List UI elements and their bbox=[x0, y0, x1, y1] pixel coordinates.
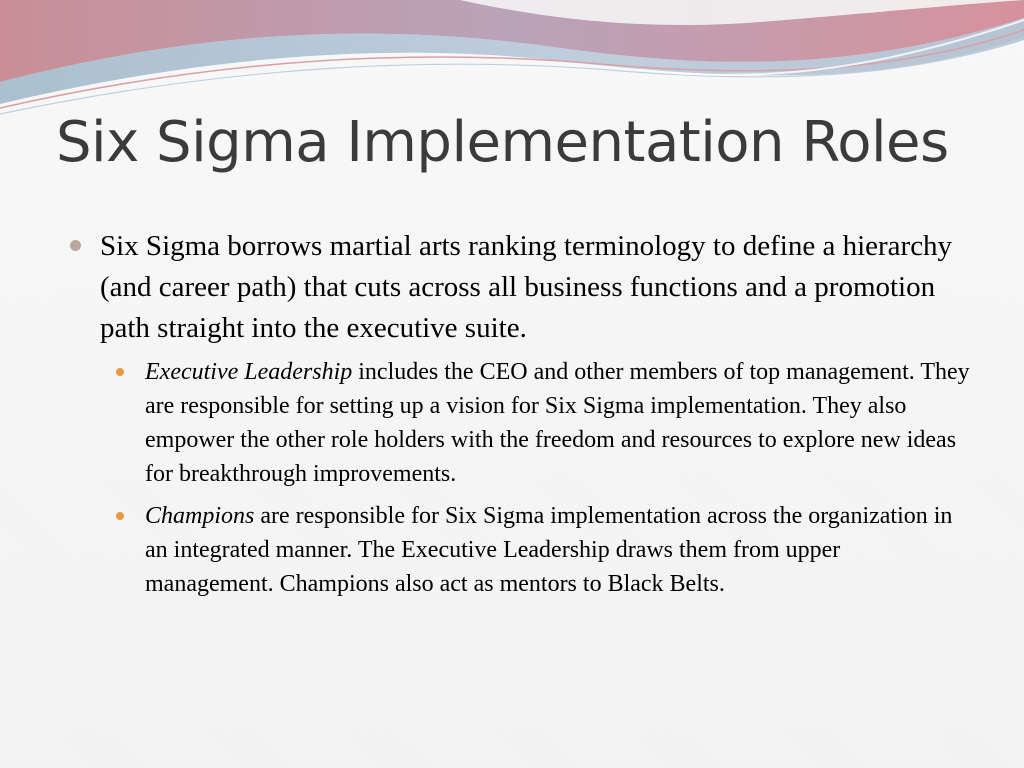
sub-bullet-item bbox=[116, 499, 970, 601]
level2-bullet-dot bbox=[116, 512, 124, 520]
sub-bullet-item bbox=[116, 355, 970, 491]
main-bullet-text: Six Sigma borrows martial arts ranking terminology to define a hierarchy (and career path) that cuts across all business functions and a promotion path straight into the executive suite. bbox=[100, 230, 953, 344]
main-bullet-item bbox=[70, 226, 970, 349]
slide-content bbox=[70, 226, 970, 609]
sub-bullet-text: are responsible for Six Sigma implementation across the organization in an integrated manner. The Executive Leadership draws them from upper management. Champions also act as mentors to Black Belts. bbox=[145, 503, 953, 597]
slide-title: Six Sigma Implementation Roles bbox=[56, 110, 949, 175]
sub-bullet-list bbox=[116, 355, 970, 601]
level2-bullet-dot bbox=[116, 368, 124, 376]
sub-bullet-text: includes the CEO and other members of top management. They are responsible for setting up a vision for Six Sigma implementation. They also empower the other role holders with the freedom and resources to explore new ideas for breakthrough improvements. bbox=[145, 359, 970, 487]
level1-bullet-dot bbox=[70, 240, 81, 251]
sub-bullet-term: Executive Leadership bbox=[145, 359, 353, 385]
sub-bullet-term: Champions bbox=[145, 503, 255, 529]
